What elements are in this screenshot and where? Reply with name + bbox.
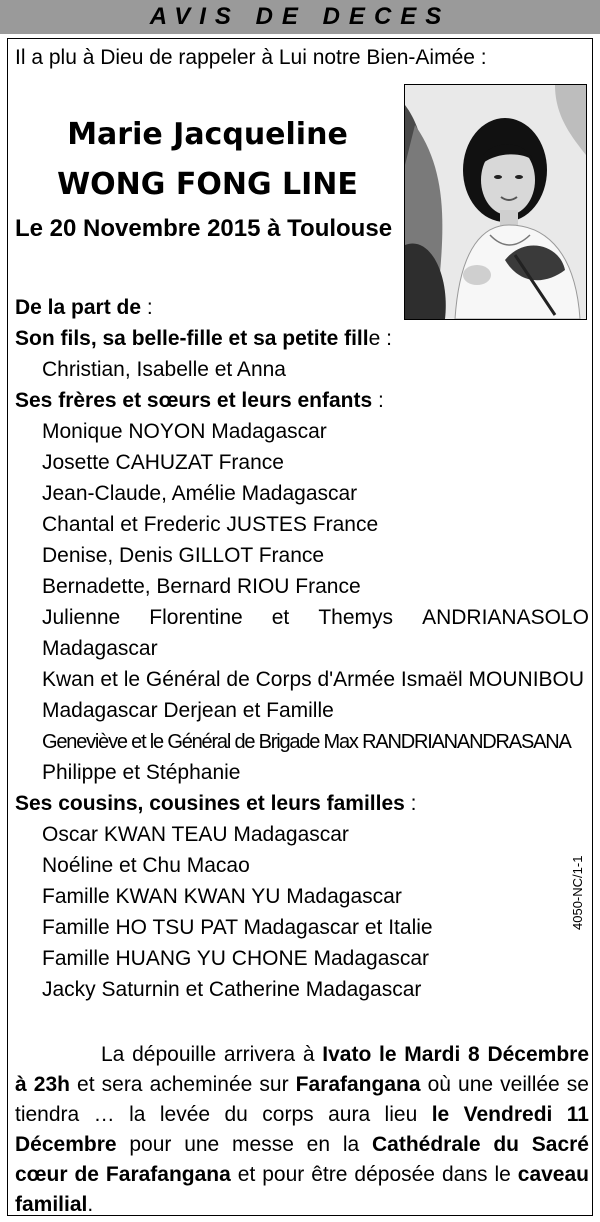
header-bar [0, 0, 600, 34]
cousin-item: Oscar KWAN TEAU Madagascar [42, 823, 349, 846]
arr-text: où une veillée se tiendra … la levée du corps aura lieu [15, 1073, 589, 1126]
arr-text: et pour être déposée dans le [230, 1163, 518, 1186]
son-label-tail: e : [368, 327, 392, 350]
siblings-colon: : [372, 389, 384, 412]
from-colon: : [141, 296, 153, 319]
julienne-word: Florentine [149, 606, 243, 629]
arrangements-paragraph [15, 1040, 589, 1220]
cousins-label: Ses cousins, cousines et leurs familles [15, 792, 405, 815]
julienne-word: ANDRIANASOLO [422, 606, 589, 629]
deceased-portrait [404, 84, 587, 320]
julienne-line [42, 605, 589, 631]
portrait-image [405, 85, 586, 319]
cousin-item: Famille HUANG YU CHONE Madagascar [42, 947, 430, 970]
sibling-item: Monique NOYON Madagascar [42, 420, 327, 443]
arr-text: . [87, 1193, 94, 1216]
arr-text: La dépouille arrivera à [101, 1043, 323, 1066]
cousin-item: Famille HO TSU PAT Madagascar et Italie [42, 916, 433, 939]
philippe-line: Philippe et Stéphanie [42, 761, 241, 784]
cousin-item: Famille KWAN KWAN YU Madagascar [42, 885, 402, 908]
sibling-item: Bernadette, Bernard RIOU France [42, 575, 361, 598]
cousins-colon: : [404, 792, 417, 815]
kwan-line: Kwan et le Général de Corps d'Armée Ismaël MOUNIBOU [42, 668, 585, 691]
sibling-item: Chantal et Frederic JUSTES France [42, 513, 379, 536]
sibling-item: Jean-Claude, Amélie Madagascar [42, 482, 358, 505]
deceased-last-name: WONG FONG LINE [57, 167, 358, 202]
notice-title: AVIS DE DECES [149, 3, 451, 30]
from-label: De la part de [15, 296, 142, 319]
kwan-cont: Madagascar Derjean et Famille [42, 699, 334, 722]
cousins-label-line [15, 791, 417, 817]
genevieve-line: Geneviève et le Général de Brigade Max RANDRIANANDRASANA [42, 731, 571, 753]
deceased-first-names: Marie Jacqueline [67, 117, 348, 152]
arr-text: pour une messe en la [116, 1133, 372, 1156]
arr-bold: Farafangana [295, 1073, 421, 1096]
cousin-item: Jacky Saturnin et Catherine Madagascar [42, 978, 422, 1001]
julienne-word: Themys [318, 606, 394, 629]
son-label-line [15, 326, 392, 352]
son-names: Christian, Isabelle et Anna [42, 358, 286, 381]
intro-text: Il a plu à Dieu de rappeler à Lui notre Bien-Aimée : [15, 46, 487, 69]
arr-text: et sera acheminée sur [69, 1073, 296, 1096]
arr-bold: Ivato le Mardi 8 Décembre à 23h [15, 1043, 589, 1096]
death-date-place: Le 20 Novembre 2015 à Toulouse [15, 215, 393, 242]
siblings-label-line [15, 388, 384, 414]
julienne-word: Julienne [42, 606, 121, 629]
from-label-line [15, 295, 153, 321]
son-label: Son fils, sa belle-fille et sa petite fill [15, 327, 369, 350]
siblings-label: Ses frères et sœurs et leurs enfants [15, 389, 373, 412]
julienne-cont: Madagascar [42, 637, 158, 660]
reference-code: 4050-NC/1-1 [570, 855, 585, 930]
sibling-item: Denise, Denis GILLOT France [42, 544, 325, 567]
arr-bold: Cathédrale du Sacré cœur de Farafangana [15, 1133, 589, 1186]
cousin-item: Noéline et Chu Macao [42, 854, 250, 877]
arr-bold: le Vendredi 11 Décembre [15, 1103, 589, 1156]
arr-bold: caveau familial [15, 1163, 589, 1216]
julienne-word: et [271, 606, 290, 629]
sibling-item: Josette CAHUZAT France [42, 451, 284, 474]
